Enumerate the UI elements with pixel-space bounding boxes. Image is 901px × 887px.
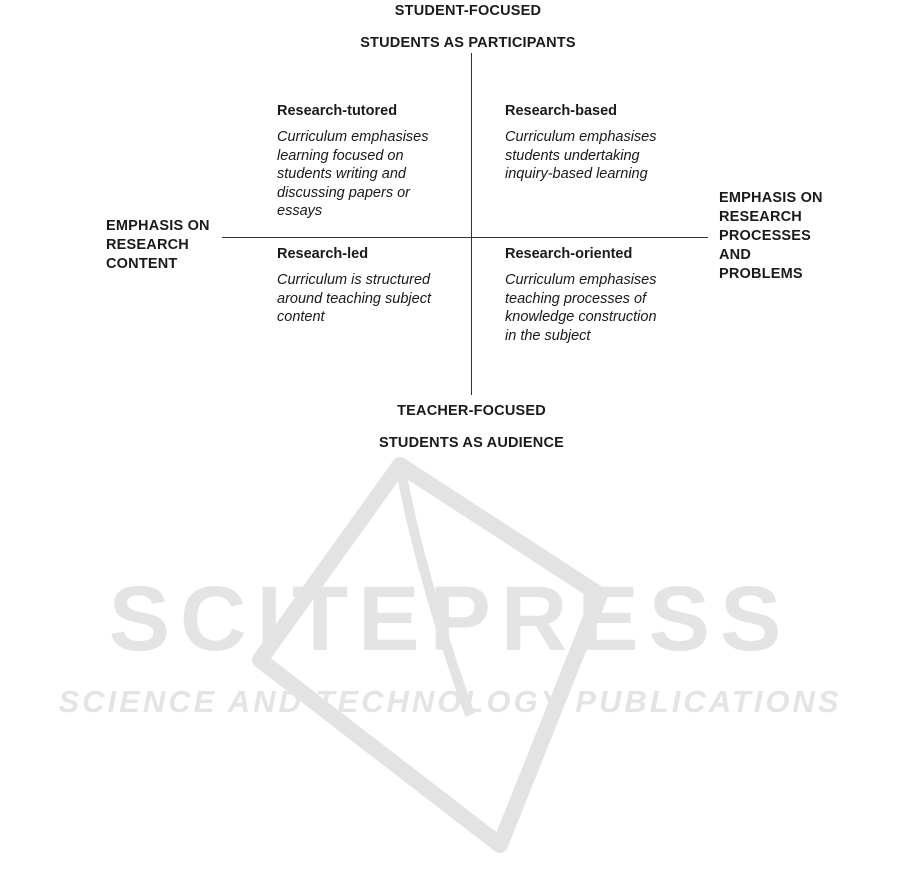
left-label-line: CONTENT	[106, 256, 178, 272]
description-line: discussing papers or	[277, 184, 410, 201]
quadrant-title: Research-based	[505, 103, 618, 119]
description-line: content	[277, 309, 325, 325]
right-label-line: PROCESSES	[719, 228, 812, 244]
description-line: Curriculum emphasises	[277, 129, 429, 145]
description-line: around teaching subject	[277, 290, 431, 307]
watermark-tagline: SCIENCE AND TECHNOLOGY PUBLICATIONS	[58, 684, 842, 719]
quadrant-title: Research-led	[277, 246, 369, 262]
left-label-line: EMPHASIS ON	[106, 218, 210, 234]
quadrant-description	[277, 271, 431, 327]
description-line: teaching processes of	[505, 290, 647, 307]
quadrant-research-led	[277, 246, 431, 327]
description-line: learning focused on	[277, 147, 404, 164]
quadrant-description	[277, 128, 429, 221]
left-axis-label	[106, 217, 210, 274]
right-label-line: RESEARCH	[719, 209, 802, 225]
right-axis-label	[719, 189, 823, 284]
quadrant-research-tutored	[277, 103, 429, 221]
top-label-students-as-participants: STUDENTS AS PARTICIPANTS	[360, 35, 576, 51]
description-line: in the subject	[505, 327, 591, 344]
scitepress-watermark	[0, 455, 901, 887]
description-line: knowledge construction	[505, 309, 657, 325]
horizontal-axis	[222, 237, 708, 238]
quadrant-research-based	[505, 103, 657, 184]
description-line: Curriculum emphasises	[505, 129, 657, 145]
description-line: essays	[277, 203, 323, 219]
left-label-line: RESEARCH	[106, 237, 189, 253]
quadrant-title: Research-oriented	[505, 246, 633, 262]
quadrant-description	[505, 271, 657, 345]
quadrant-title: Research-tutored	[277, 103, 398, 119]
description-line: students undertaking	[505, 147, 640, 164]
watermark-brand: SCITEPRESS	[108, 568, 792, 670]
right-label-line: EMPHASIS ON	[719, 190, 823, 206]
right-label-line: PROBLEMS	[719, 266, 803, 282]
vertical-axis	[471, 53, 472, 395]
description-line: students writing and	[277, 166, 406, 182]
bottom-label-students-as-audience: STUDENTS AS AUDIENCE	[379, 435, 564, 451]
quadrant-description	[505, 128, 657, 184]
right-label-line: AND	[719, 247, 752, 263]
bottom-label-teacher-focused: TEACHER-FOCUSED	[397, 403, 546, 419]
top-label-student-focused: STUDENT-FOCUSED	[394, 3, 542, 19]
description-line: Curriculum is structured	[277, 272, 431, 288]
quadrant-research-oriented	[505, 246, 657, 345]
description-line: Curriculum emphasises	[505, 272, 657, 288]
description-line: inquiry-based learning	[505, 166, 648, 182]
